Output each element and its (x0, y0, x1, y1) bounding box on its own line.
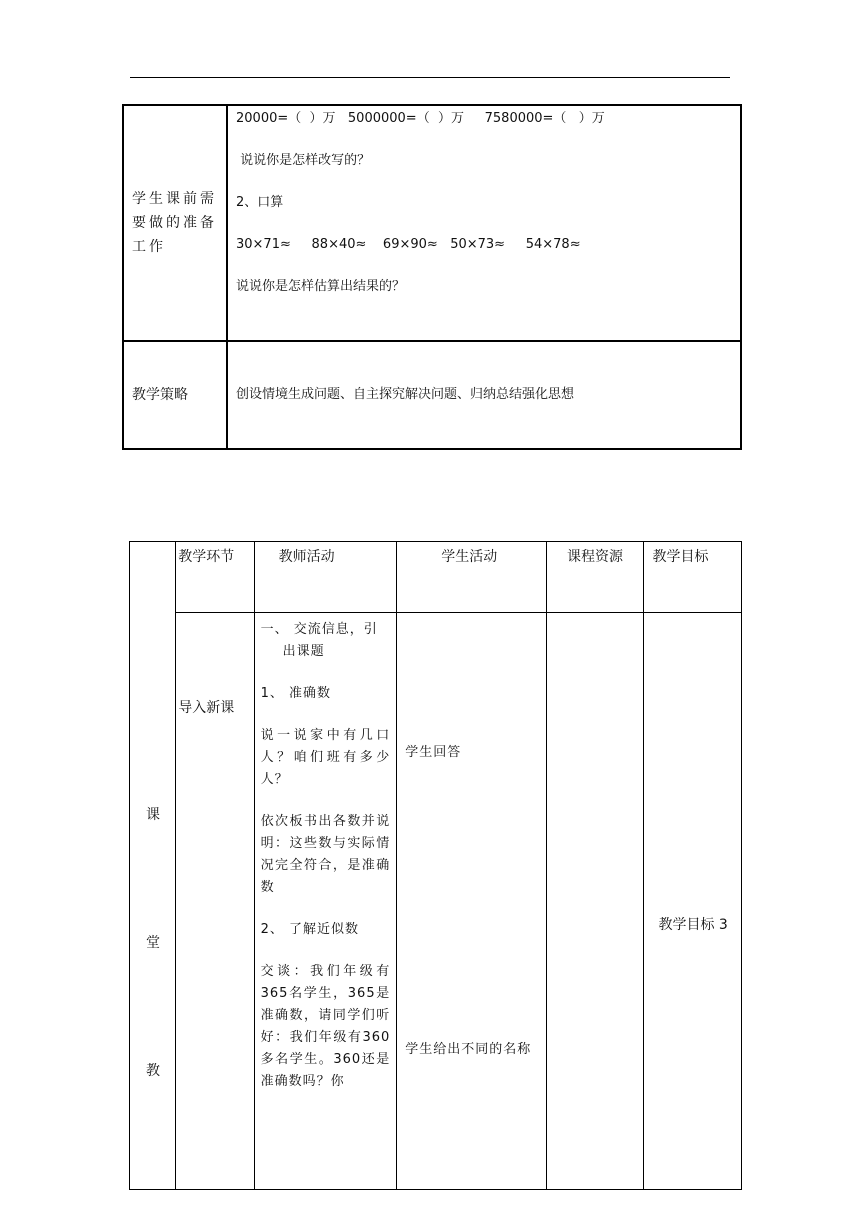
strategy-text: 创设情境生成问题、自主探究解决问题、归纳总结强化思想 (227, 341, 741, 449)
header-stage: 教学环节 (176, 542, 254, 613)
goal-text: 教学目标 3 (658, 917, 728, 933)
side-char-3: 教 (146, 1063, 160, 1079)
prep-line-explain-rewrite: 说说你是怎样改写的？ (236, 153, 371, 168)
side-label-cell (130, 542, 176, 1190)
teacher-item-exact-number: 1、 准确数 (260, 686, 331, 701)
resources-cell (547, 613, 644, 1190)
prep-line-rewrite: 20000=（ ）万 5000000=（ ）万 7580000=（ ）万 (236, 111, 605, 126)
header-rule (130, 77, 730, 78)
student-answer-2: 学生给出不同的名称 (405, 1042, 532, 1057)
header-teacher: 教师活动 (254, 542, 397, 613)
strategy-label: 教学策略 (123, 341, 227, 449)
teacher-paragraph-1: 说一说家中有几口人？咱们班有多少人？ (260, 728, 391, 787)
header-goal: 教学目标 (644, 542, 742, 613)
prep-content (227, 105, 741, 341)
teacher-activity-cell (254, 613, 397, 1190)
header-student: 学生活动 (397, 542, 547, 613)
prep-line-explain-estimate: 说说你是怎样估算出结果的？ (236, 279, 406, 294)
student-answer-1: 学生回答 (405, 745, 462, 760)
side-char-1: 课 (146, 807, 160, 823)
header-resources: 课程资源 (547, 542, 644, 613)
prep-table (122, 104, 742, 450)
teacher-section-title: 一、 交流信息，引 出课题 (260, 622, 378, 659)
prep-line-estimates: 30×71≈ 88×40≈ 69×90≈ 50×73≈ 54×78≈ (236, 237, 581, 252)
goal-cell (644, 613, 742, 1190)
side-char-2: 堂 (146, 935, 160, 951)
teacher-item-approx-number: 2、 了解近似数 (260, 922, 359, 937)
teacher-paragraph-2: 依次板书出各数并说明：这些数与实际情况完全符合，是准确数 (260, 814, 391, 895)
student-activity-cell (397, 613, 547, 1190)
teacher-paragraph-3: 交谈：我们年级有365名学生，365是准确数，请同学们听好：我们年级有360多名学生。360还是准确数吗？你 (260, 964, 391, 1089)
prep-line-mental-math: 2、口算 (236, 195, 284, 210)
prep-label: 学生课前需要做的准备工作 (123, 105, 227, 341)
stage-cell: 导入新课 (176, 613, 254, 1190)
lesson-table (129, 541, 742, 1190)
